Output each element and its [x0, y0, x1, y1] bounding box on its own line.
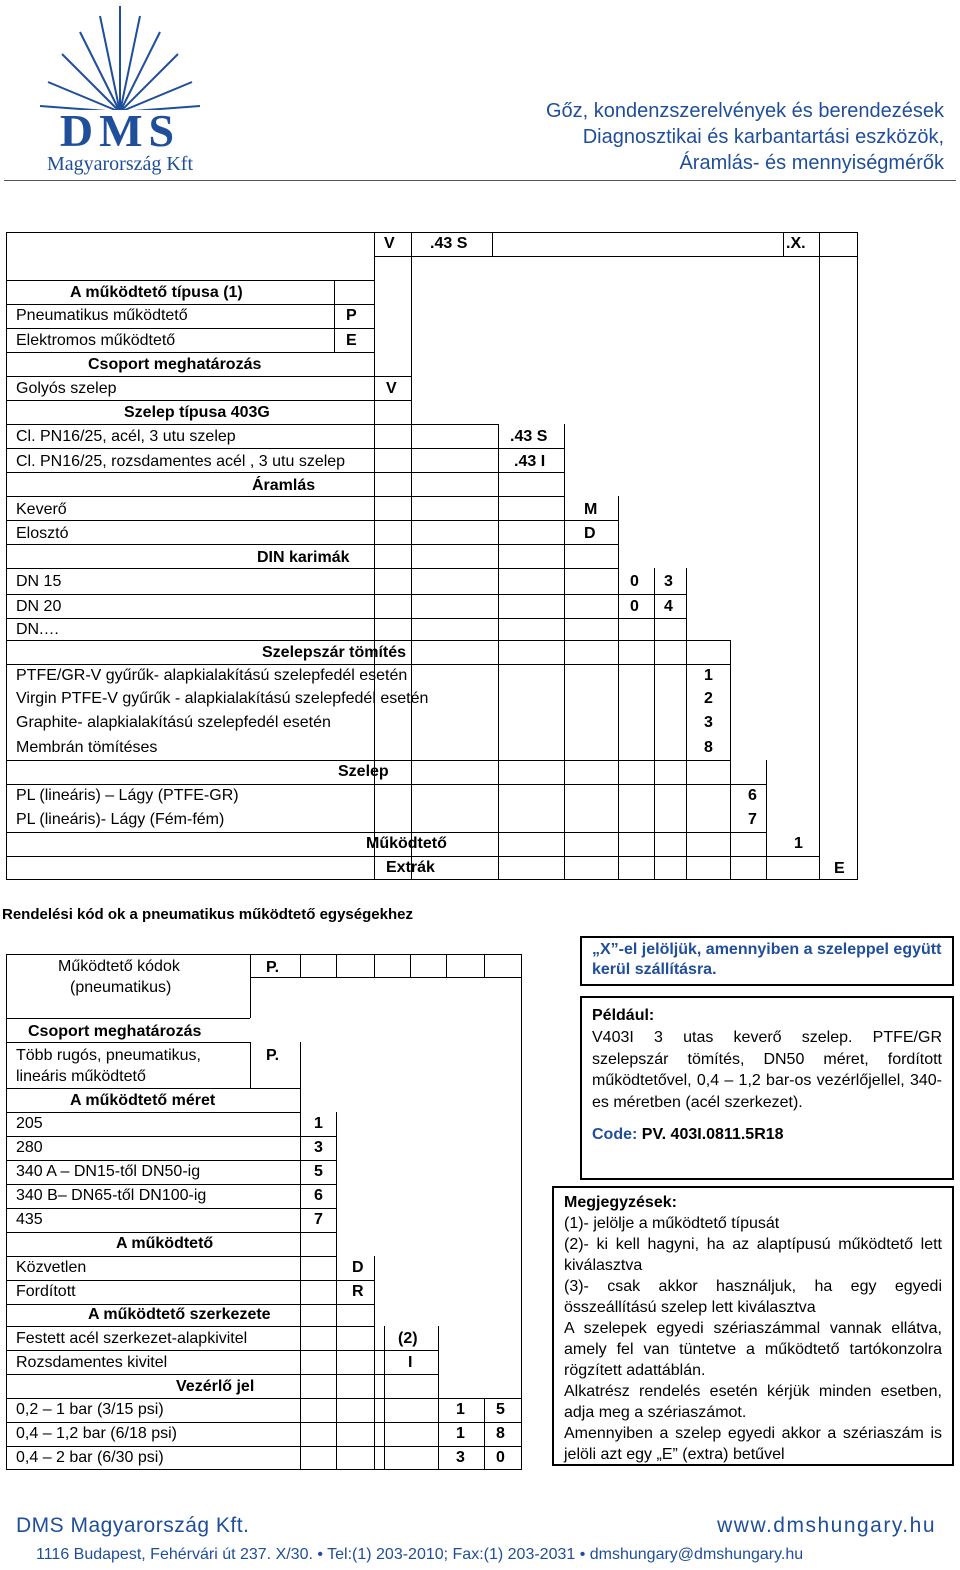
header-divider: [4, 180, 956, 181]
size-205: 205: [16, 1115, 43, 1132]
codes-title-1: Működtető kódok: [58, 958, 180, 975]
extras-code: E: [834, 860, 845, 877]
dn-more: DN.…: [16, 621, 60, 638]
actuator-type-title: A működtető típusa (1): [70, 284, 243, 301]
struct-title: A működtető szerkezete: [88, 1306, 271, 1323]
signal-1: 0,2 – 1 bar (3/15 psi): [16, 1401, 164, 1418]
size-280: 280: [16, 1139, 43, 1156]
example-code-value: PV. 403I.0811.5R18: [641, 1126, 784, 1143]
header-line-2: Diagnosztikai és karbantartási eszközök,: [582, 126, 944, 148]
valve-type-title: Szelep típusa 403G: [124, 404, 270, 421]
steel-valve-code: .43 S: [510, 428, 548, 445]
electric-code: E: [346, 332, 357, 349]
stem-option-3-code: 3: [704, 714, 713, 731]
reverse: Fordított: [16, 1283, 76, 1300]
dn20: DN 20: [16, 598, 62, 615]
stem-option-1: PTFE/GR-V gyűrűk- alapkialakítású szelepfedél esetén: [16, 667, 408, 684]
example-title: Például:: [592, 1007, 655, 1024]
stainless-version: Rozsdamentes kivitel: [16, 1354, 168, 1371]
note-4: A szelepek egyedi szériaszámmal vannak ellátva, amely fel van tüntetve a működtető tartókonzolra rögzített adattáblán.: [564, 1320, 942, 1379]
multi-spring-2: lineáris működtető: [16, 1068, 146, 1085]
header-line-3: Áramlás- és mennyiségmérők: [679, 152, 944, 174]
ball-valve: Golyós szelep: [16, 380, 117, 397]
note-2: (2)- ki kell hagyni, ha az alaptípusú működtető lett kiválasztva: [564, 1236, 942, 1274]
stainless-valve: Cl. PN16/25, rozsdamentes acél , 3 utu szelep: [16, 453, 346, 470]
stainless-version-code: I: [408, 1354, 413, 1371]
signal-2-code-a: 1: [456, 1425, 465, 1442]
size-435-code: 7: [314, 1211, 323, 1228]
multi-spring-p: P.: [266, 1047, 280, 1064]
size-340a: 340 A – DN15-től DN50-ig: [16, 1163, 201, 1180]
stem-title: Szelepszár tömítés: [262, 644, 407, 661]
signal-3-code-b: 0: [496, 1449, 505, 1466]
painted-steel-code: (2): [398, 1330, 418, 1347]
dn15-code-b: 3: [664, 573, 673, 590]
size-340b: 340 B– DN65-től DN100-ig: [16, 1187, 207, 1204]
example-code-label: Code:: [592, 1126, 638, 1143]
dn20-code-b: 4: [664, 598, 673, 615]
signal-1-code-b: 5: [496, 1401, 505, 1418]
stem-option-4-code: 8: [704, 739, 713, 756]
example-code: [592, 1125, 942, 1145]
company-logo: [20, 2, 220, 180]
actuator-code: 1: [794, 835, 803, 852]
code-header-43s: .43 S: [430, 235, 468, 252]
signal-title: Vezérlő jel: [176, 1378, 255, 1395]
x-note-box: [580, 936, 954, 986]
pl-option-1: PL (lineáris) – Lágy (PTFE-GR): [16, 787, 239, 804]
actuator-group-title: Csoport meghatározás: [28, 1023, 202, 1040]
footer-address: 1116 Budapest, Fehérvári út 237. X/30. • Tel:(1) 203-2010; Fax:(1) 203-2031 • dmshungary@dmshungary.hu: [36, 1546, 804, 1563]
dn15-code-a: 0: [630, 573, 639, 590]
signal-3: 0,4 – 2 bar (6/30 psi): [16, 1449, 164, 1466]
signal-1-code-a: 1: [456, 1401, 465, 1418]
valve-title: Szelep: [338, 763, 389, 780]
size-280-code: 3: [314, 1139, 323, 1156]
note-5: Alkatrész rendelés esetén kérjük minden esetben, adja meg a szériaszámot.: [564, 1383, 942, 1421]
notes-box: [552, 1186, 954, 1466]
size-340b-code: 6: [314, 1187, 323, 1204]
stainless-valve-code: .43 I: [514, 453, 546, 470]
size-title: A működtető méret: [70, 1092, 216, 1109]
steel-valve: Cl. PN16/25, acél, 3 utu szelep: [16, 428, 236, 445]
codes-p: P.: [266, 959, 280, 976]
reverse-code: R: [352, 1283, 364, 1300]
note-3: (3)- csak akkor használjuk, ha egy egyedi összeállítású szelep lett kiválasztva: [564, 1278, 942, 1316]
flow-title: Áramlás: [252, 477, 316, 494]
painted-steel: Festett acél szerkezet-alapkivitel: [16, 1330, 248, 1347]
note-6: Amennyiben a szelep egyedi akkor a szériaszám is jelöli azt egy „E” (extra) betűvel: [564, 1425, 942, 1463]
pneumatic-actuator: Pneumatikus működtető: [16, 307, 188, 324]
stem-option-3: Graphite- alapkialakítású szelepfedél esetén: [16, 714, 331, 731]
splitter-code: D: [584, 525, 596, 542]
direct-code: D: [352, 1259, 364, 1276]
footer-company: DMS Magyarország Kft.: [16, 1514, 250, 1537]
pl-option-2-code: 7: [748, 811, 757, 828]
footer-website[interactable]: www.dmshungary.hu: [717, 1514, 936, 1537]
stem-option-2: Virgin PTFE-V gyűrűk - alapkialakítású szelepfedél esetén: [16, 690, 429, 707]
logo-subtext: Magyarország Kft: [46, 153, 194, 175]
code-header-v: V: [384, 235, 395, 252]
direct: Közvetlen: [16, 1259, 87, 1276]
note-1: (1)- jelölje a működtető típusát: [564, 1215, 780, 1232]
signal-2-code-b: 8: [496, 1425, 505, 1442]
stem-option-2-code: 2: [704, 690, 713, 707]
size-340a-code: 5: [314, 1163, 323, 1180]
pl-option-2: PL (lineáris)- Lágy (Fém-fém): [16, 811, 225, 828]
act-title: A működtető: [116, 1235, 214, 1252]
x-note-text: „X”-el jelöljük, amennyiben a szeleppel együtt kerül szállításra.: [592, 941, 942, 978]
pneumatic-code: P: [346, 307, 357, 324]
multi-spring-1: Több rugós, pneumatikus,: [16, 1047, 201, 1064]
pl-option-1-code: 6: [748, 787, 757, 804]
din-title: DIN karimák: [257, 549, 350, 566]
size-435: 435: [16, 1211, 43, 1228]
logo-text: DMS: [59, 105, 181, 156]
example-box: [580, 996, 954, 1180]
ball-valve-code: V: [386, 380, 397, 397]
example-text: V403I 3 utas keverő szelep. PTFE/GR szelepszár tömítés, DN50 méret, fordított működtetővel, 0,4 – 1,2 bar-os vezérlőjellel, 340-es méretben (acél szerkezet).: [592, 1029, 942, 1111]
order-codes-title: Rendelési kód ok a pneumatikus működtető egységekhez: [2, 906, 413, 923]
signal-2: 0,4 – 1,2 bar (6/18 psi): [16, 1425, 177, 1442]
size-205-code: 1: [314, 1115, 323, 1132]
dn15: DN 15: [16, 573, 62, 590]
splitter: Elosztó: [16, 525, 69, 542]
notes-title: Megjegyzések:: [564, 1194, 677, 1211]
electric-actuator: Elektromos működtető: [16, 332, 176, 349]
stem-option-4: Membrán tömítéses: [16, 739, 158, 756]
codes-title-2: (pneumatikus): [70, 979, 172, 996]
actuator-title: Működtető: [366, 835, 447, 852]
group-title: Csoport meghatározás: [88, 356, 262, 373]
mixer-code: M: [584, 501, 598, 518]
header-line-1: Gőz, kondenzszerelvények és berendezések: [545, 100, 944, 122]
stem-option-1-code: 1: [704, 667, 713, 684]
signal-3-code-a: 3: [456, 1449, 465, 1466]
dn20-code-a: 0: [630, 598, 639, 615]
extras-title: Extrák: [386, 859, 435, 876]
mixer: Keverő: [16, 501, 67, 518]
code-header-x: .X.: [786, 235, 806, 252]
